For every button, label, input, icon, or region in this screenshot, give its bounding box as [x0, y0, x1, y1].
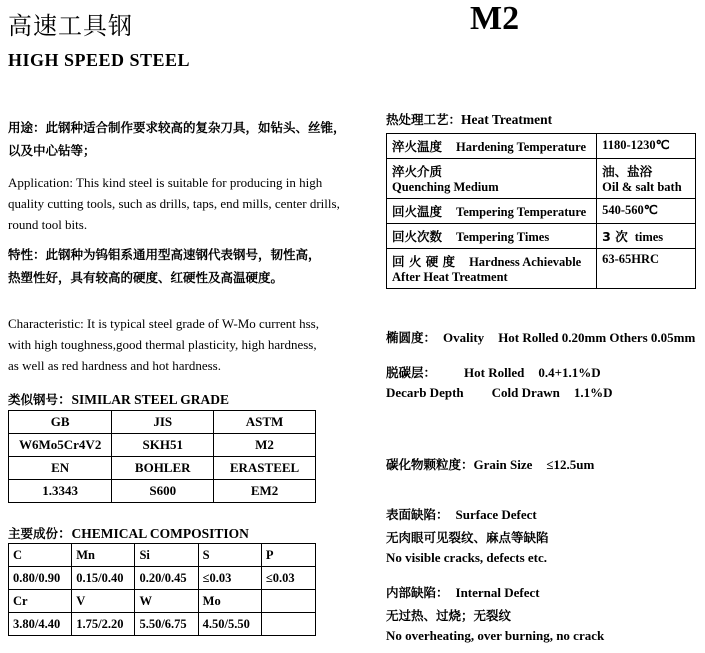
heat-label-cn: 回 火 硬 度 [392, 254, 456, 269]
table-row [9, 480, 316, 503]
characteristic-cn-block [8, 243, 368, 289]
table-row [9, 590, 316, 613]
similar-grade-table [8, 410, 316, 503]
chem-cell: 3.80/4.40 [9, 613, 72, 636]
similar-cell: GB [9, 411, 112, 434]
heat-row-value [597, 224, 696, 249]
heat-value-cn: 3 次 [602, 229, 628, 244]
heat-row-label [387, 134, 597, 159]
chem-cell [261, 590, 315, 613]
similar-cell: ASTM [214, 411, 316, 434]
heat-row-label [387, 159, 597, 199]
chem-cell: W [135, 590, 198, 613]
table-row [387, 159, 696, 199]
table-row [9, 411, 316, 434]
table-row [9, 613, 316, 636]
chemical-composition-label [8, 522, 249, 542]
table-row [9, 457, 316, 480]
similar-cell: JIS [112, 411, 214, 434]
chem-cell: 1.75/2.20 [72, 613, 135, 636]
table-row [387, 249, 696, 289]
usage-block [8, 116, 368, 235]
chem-cell: C [9, 544, 72, 567]
internal-defect-block [386, 583, 701, 648]
heat-label-cn: 回火温度 [392, 204, 443, 219]
chemical-label-en: ：CHEMICAL COMPOSITION [58, 526, 249, 541]
internal-defect-cn-line: 无过热、过烧；无裂纹 [386, 608, 512, 623]
surface-defect-label-en: Surface Defect [455, 507, 537, 522]
decarb-label-cn: 脱碳层： [386, 365, 437, 380]
decarb-cold-label: Cold Drawn [491, 385, 560, 400]
similar-cell: M2 [214, 434, 316, 457]
characteristic-en-block [8, 313, 368, 376]
internal-defect-label-en: Internal Defect [455, 585, 540, 600]
chem-cell: P [261, 544, 315, 567]
ovality-value: Hot Rolled 0.20mm Others 0.05mm [498, 330, 696, 345]
ovality-label-en: Ovality [443, 330, 485, 345]
decarb-row-cold [386, 385, 613, 401]
heat-value-en: times [634, 230, 664, 244]
similar-grade-label [8, 388, 229, 408]
heat-row-value [597, 134, 696, 159]
table-row [387, 224, 696, 249]
usage-en-line3: round tool bits. [8, 217, 88, 232]
surface-defect-title [386, 505, 701, 524]
characteristic-cn-line1: 特性：此钢种为钨钼系通用型高速钢代表钢号，韧性高， [8, 247, 321, 262]
similar-grade-label-en: ：SIMILAR STEEL GRADE [58, 392, 230, 407]
heat-value-en: 63-65HRC [602, 252, 660, 266]
heat-treatment-label-en: Heat Treatment [461, 112, 553, 127]
grain-size-row [386, 455, 594, 473]
table-row [387, 134, 696, 159]
usage-en-line2: quality cutting tools, such as drills, taps, end mills, center drills, [8, 196, 340, 211]
characteristic-en-line1: Characteristic: It is typical steel grade of W-Mo current hss, [8, 316, 319, 331]
chem-cell [261, 613, 315, 636]
chem-cell: Si [135, 544, 198, 567]
usage-cn-line2: 以及中心钻等； [8, 143, 96, 158]
grain-label-en: Grain Size [473, 457, 533, 472]
surface-defect-en-line: No visible cracks, defects etc. [386, 550, 548, 565]
table-row [9, 434, 316, 457]
heat-label-cn: 回火次数 [392, 229, 443, 244]
heat-treatment-label-cn: 热处理工艺： [386, 112, 462, 127]
decarb-cold-value: 1.1%D [573, 385, 613, 400]
chem-cell: Mn [72, 544, 135, 567]
heat-label-cn: 淬火温度 [392, 139, 443, 154]
similar-cell: EM2 [214, 480, 316, 503]
grain-value: ≤12.5um [546, 457, 595, 472]
internal-defect-en-line: No overheating, over burning, no crack [386, 628, 605, 643]
chem-cell: Cr [9, 590, 72, 613]
heat-row-label [387, 224, 597, 249]
surface-defect-block [386, 505, 701, 570]
chem-cell: ≤0.03 [198, 567, 261, 590]
chemical-label-cn: 主要成份 [8, 526, 59, 541]
chem-cell: ≤0.03 [261, 567, 315, 590]
grain-label-cn: 碳化物颗粒度： [386, 457, 474, 472]
chem-cell: 5.50/6.75 [135, 613, 198, 636]
decarb-hot-value: 0.4+1.1%D [538, 365, 601, 380]
chem-cell: V [72, 590, 135, 613]
decarb-hot-label: Hot Rolled [464, 365, 525, 380]
decarb-label-en: Decarb Depth [386, 385, 464, 400]
page-title-en: HIGH SPEED STEEL [8, 50, 191, 70]
table-row [387, 199, 696, 224]
heat-label-en: Hardening Temperature [456, 140, 586, 154]
heat-label-en: Tempering Temperature [456, 205, 587, 219]
surface-defect-cn-line: 无肉眼可见裂纹、麻点等缺陷 [386, 530, 549, 545]
heat-label-en: Tempering Times [456, 230, 550, 244]
similar-cell: EN [9, 457, 112, 480]
chem-cell: Mo [198, 590, 261, 613]
heat-row-value [597, 199, 696, 224]
characteristic-cn-line2: 热塑性好，具有较高的硬度、红硬性及高温硬度。 [8, 270, 284, 285]
heat-row-value [597, 249, 696, 289]
heat-value-en: 540-560℃ [602, 203, 658, 217]
heat-label-en: Hardness Achievable [469, 255, 582, 269]
chem-cell: 0.80/0.90 [9, 567, 72, 590]
similar-cell: S600 [112, 480, 214, 503]
internal-defect-label-cn: 内部缺陷： [386, 585, 449, 600]
ovality-row [386, 328, 695, 346]
heat-label-en: Quenching Medium [392, 180, 499, 194]
similar-cell: BOHLER [112, 457, 214, 480]
similar-cell: SKH51 [112, 434, 214, 457]
ovality-label-cn: 椭圆度： [386, 330, 437, 345]
usage-en-line1: Application: This kind steel is suitable for producing in high [8, 175, 323, 190]
heat-value-cn: 油、盐浴 [602, 164, 653, 179]
heat-row-label [387, 199, 597, 224]
page-title-cn: 高速工具钢 [8, 12, 133, 40]
internal-defect-title [386, 583, 701, 602]
heat-row-label [387, 249, 597, 289]
grade-code: M2 [470, 0, 520, 37]
chem-cell: 4.50/5.50 [198, 613, 261, 636]
chem-cell: 0.15/0.40 [72, 567, 135, 590]
chem-cell: 0.20/0.45 [135, 567, 198, 590]
similar-cell: 1.3343 [9, 480, 112, 503]
table-row [9, 567, 316, 590]
heat-treatment-table [386, 133, 696, 289]
chemical-composition-table [8, 543, 316, 636]
characteristic-en-line3: as well as red hardness and hot hardness. [8, 358, 221, 373]
heat-treatment-label [386, 110, 552, 128]
decarb-row-hot [386, 363, 601, 381]
usage-cn-line1: 用途：此钢种适合制作要求较高的复杂刀具，如钻头、丝锥， [8, 120, 346, 135]
characteristic-en-line2: with high toughness,good thermal plasticity, high hardness, [8, 337, 317, 352]
similar-grade-label-cn: 类似钢号 [8, 392, 59, 407]
chem-cell: S [198, 544, 261, 567]
heat-row-value [597, 159, 696, 199]
similar-cell: W6Mo5Cr4V2 [9, 434, 112, 457]
heat-value-en: 1180-1230℃ [602, 138, 670, 152]
similar-cell: ERASTEEL [214, 457, 316, 480]
heat-label-en2: After Heat Treatment [392, 270, 508, 284]
table-row [9, 544, 316, 567]
heat-label-cn: 淬火介质 [392, 164, 443, 179]
heat-value-en: Oil & salt bath [602, 180, 682, 194]
surface-defect-label-cn: 表面缺陷： [386, 507, 449, 522]
